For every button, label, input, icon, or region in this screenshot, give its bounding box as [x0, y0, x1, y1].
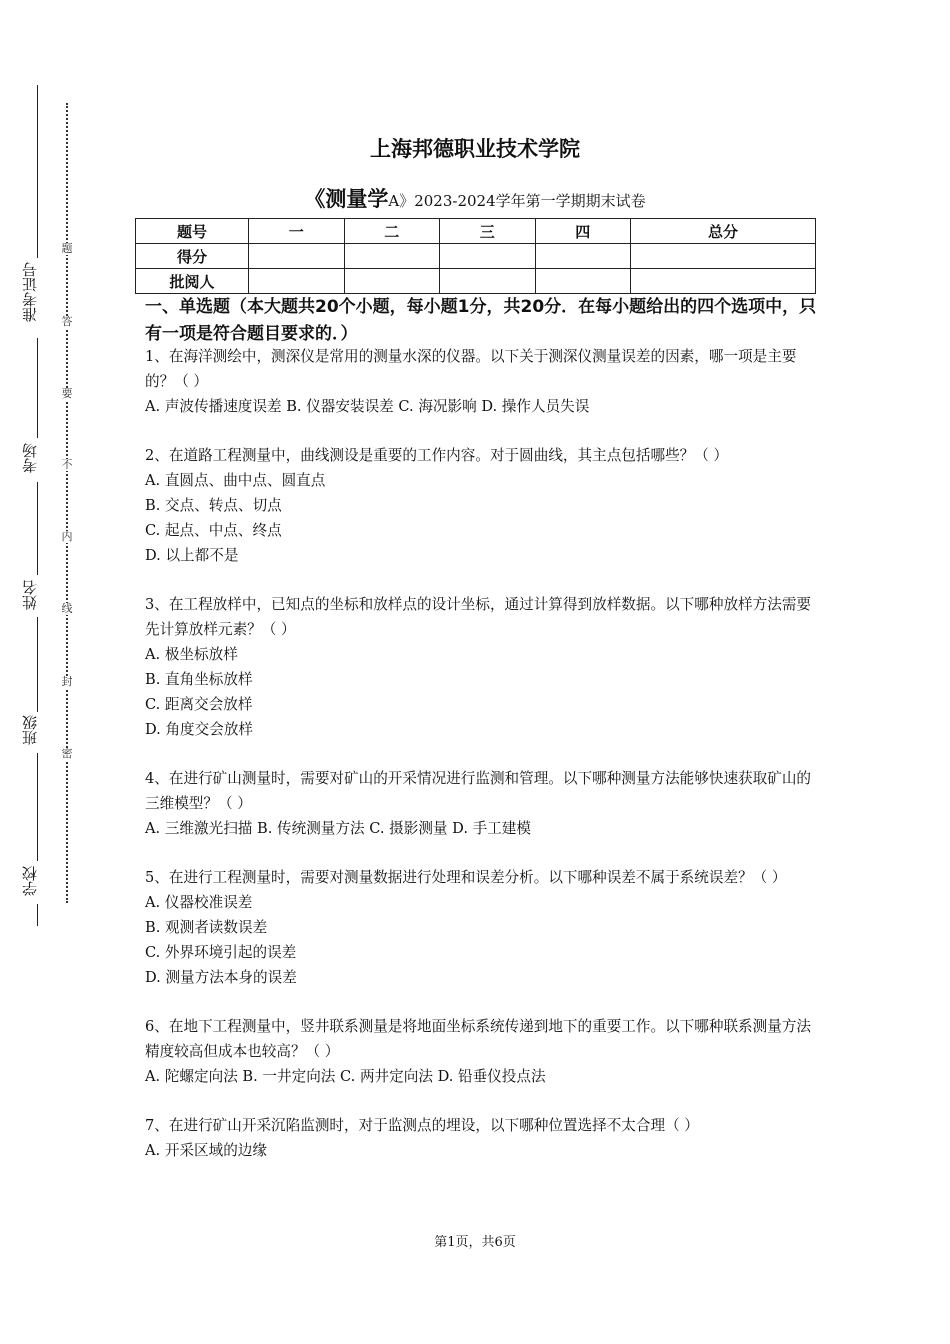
section-title: 一、单选题（本大题共20个小题，每小题1分，共20分．在每小题给出的四个选项中，只有一项是符合题目要求的．）	[145, 297, 817, 344]
score-cell	[535, 269, 631, 294]
question-option: A. 开采区域的边缘	[145, 1142, 267, 1159]
score-table	[135, 218, 816, 294]
score-table-header-row	[136, 219, 816, 244]
score-table-header: 四	[535, 219, 631, 244]
exam-title-course: 《测量学	[304, 187, 389, 211]
question-option: B. 观测者读数误差	[145, 919, 268, 936]
school-label: 学校	[21, 866, 39, 896]
question-option: D. 测量方法本身的误差	[145, 969, 297, 986]
score-table-header: 三	[440, 219, 536, 244]
question	[145, 1014, 815, 1089]
question-stem: 2、在道路工程测量中，曲线测设是重要的工作内容。对于圆曲线，其主点包括哪些？（ ）	[145, 447, 729, 464]
binding-line	[37, 753, 38, 861]
question	[145, 865, 815, 990]
question	[145, 344, 815, 419]
question-option: C. 起点、中点、终点	[145, 522, 282, 539]
question-option: B. 交点、转点、切点	[145, 497, 282, 514]
binding-line	[37, 904, 38, 926]
question-option: A. 极坐标放样	[145, 646, 238, 663]
score-cell	[535, 244, 631, 269]
question	[145, 1113, 815, 1163]
question-stem: 3、在工程放样中，已知点的坐标和放样点的设计坐标，通过计算得到放样数据。以下哪种放样方法需要先计算放样元素？（ ）	[145, 596, 812, 638]
page-footer: 第1页，共6页	[434, 1235, 516, 1250]
score-cell	[249, 269, 345, 294]
school-name: 上海邦德职业技术学院	[370, 137, 580, 161]
question-option: A. 陀螺定向法 B. 一井定向法 C. 两井定向法 D. 铅垂仪投点法	[145, 1068, 546, 1085]
name-label: 姓名	[21, 580, 39, 610]
question-stem: 7、在进行矿山开采沉陷监测时，对于监测点的埋设，以下哪种位置选择不太合理（ ）	[145, 1117, 699, 1134]
score-cell	[249, 244, 345, 269]
score-cell	[440, 244, 536, 269]
question-option: A. 三维激光扫描 B. 传统测量方法 C. 摄影测量 D. 手工建模	[145, 820, 531, 837]
binding-line	[37, 85, 38, 258]
exam-title	[0, 183, 950, 213]
question-option: A. 声波传播速度误差 B. 仪器安装误差 C. 海况影响 D. 操作人员失误	[145, 398, 590, 415]
exam-id-label: 准考证号	[21, 262, 39, 322]
score-cell	[344, 244, 440, 269]
binding-line	[37, 617, 38, 712]
score-table-header: 一	[249, 219, 345, 244]
question-option: C. 外界环境引起的误差	[145, 944, 297, 961]
score-table-header: 二	[344, 219, 440, 244]
question-option: A. 仪器校准误差	[145, 894, 253, 911]
seal-char: 线	[61, 602, 73, 615]
question-option: B. 直角坐标放样	[145, 671, 253, 688]
score-cell	[440, 269, 536, 294]
seal-dotted-line	[66, 103, 68, 903]
score-cell	[631, 244, 816, 269]
seal-char: 不	[61, 458, 73, 471]
score-row-label: 批阅人	[136, 269, 249, 294]
class-label: 班级	[21, 715, 39, 745]
question-list	[145, 344, 815, 1187]
exam-title-term: A》2023-2024学年第一学期期末试卷	[388, 192, 646, 210]
question-stem: 6、在地下工程测量中，竖井联系测量是将地面坐标系统传递到地下的重要工作。以下哪种联系测量方法精度较高但成本也较高？（ ）	[145, 1018, 812, 1060]
question	[145, 443, 815, 568]
question-stem: 1、在海洋测绘中，测深仪是常用的测量水深的仪器。以下关于测深仪测量误差的因素，哪一项是主要的？（ ）	[145, 348, 797, 390]
score-table-row	[136, 269, 816, 294]
question-option: D. 以上都不是	[145, 547, 239, 564]
seal-char: 密	[61, 747, 73, 760]
score-row-label: 得分	[136, 244, 249, 269]
seal-char: 封	[61, 675, 73, 688]
question-stem: 4、在进行矿山测量时，需要对矿山的开采情况进行监测和管理。以下哪种测量方法能够快速获取矿山的三维模型？（ ）	[145, 770, 812, 812]
binding-line	[37, 338, 38, 438]
score-cell	[631, 269, 816, 294]
score-table-header: 总分	[631, 219, 816, 244]
seal-char: 要	[61, 387, 73, 400]
score-table-header: 题号	[136, 219, 249, 244]
seal-char: 题	[61, 242, 73, 255]
question-option: C. 距离交会放样	[145, 696, 253, 713]
exam-room-label: 考场	[21, 443, 39, 473]
score-cell	[344, 269, 440, 294]
seal-char: 内	[61, 530, 73, 543]
score-table-row	[136, 244, 816, 269]
question	[145, 592, 815, 742]
question-option: A. 直圆点、曲中点、圆直点	[145, 472, 326, 489]
question-option: D. 角度交会放样	[145, 721, 254, 738]
seal-char: 答	[61, 315, 73, 328]
question	[145, 766, 815, 841]
binding-line	[37, 482, 38, 575]
question-stem: 5、在进行工程测量时，需要对测量数据进行处理和误差分析。以下哪种误差不属于系统误差？（ ）	[145, 869, 787, 886]
